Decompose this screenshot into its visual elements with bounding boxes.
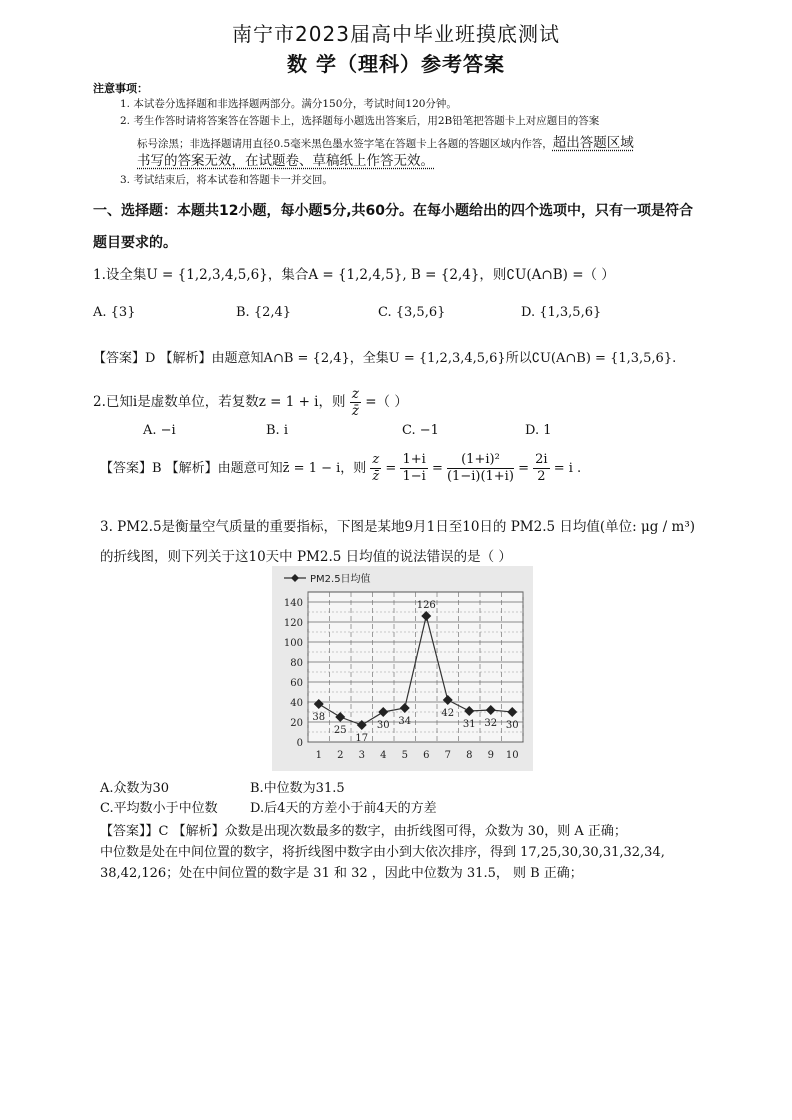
y-tick-label: 80 xyxy=(290,658,303,669)
note-item-2-emph2: 书写的答案无效，在试题卷、草稿纸上作答无效。 xyxy=(137,153,434,169)
q2-ans-f3-den: (1−i)(1+i) xyxy=(446,469,514,484)
y-tick-label: 20 xyxy=(290,718,303,729)
q1-option-c: C. {3,5,6} xyxy=(378,305,446,320)
q2-ans-f1-den: z̄ xyxy=(372,469,380,484)
note-item-3: 3. 考试结束后，将本试卷和答题卡一并交回。 xyxy=(120,174,333,186)
q2-ans-frac-4 xyxy=(533,452,549,485)
note-item-2: 2. 考生作答时请将答案答在答题卡上，选择题每小题选出答案后，用2B铅笔把答题卡上对应题目的答案 xyxy=(120,115,600,127)
q3-option-c: C.平均数小于中位数 xyxy=(100,801,218,816)
x-tick-label: 7 xyxy=(444,750,451,761)
x-tick-label: 10 xyxy=(505,750,519,761)
section-heading-cont: 题目要求的。 xyxy=(93,235,177,251)
x-tick-label: 5 xyxy=(401,750,408,761)
note-item-2-cont xyxy=(137,131,634,151)
pm25-chart xyxy=(272,566,533,771)
page-subtitle: 数 学（理科）参考答案 xyxy=(287,52,505,76)
note-item-2-text: 标号涂黑；非选择题请用直径0.5毫米黑色墨水签字笔在答题卡上各题的答题区域内作答， xyxy=(137,138,553,150)
q1-option-b: B. {2,4} xyxy=(236,305,292,320)
x-tick-label: 9 xyxy=(487,750,494,761)
data-label: 17 xyxy=(355,733,369,744)
q3-stem-line1: 3. PM2.5是衡量空气质量的重要指标，下图是某地9月1日至10日的 PM2.5 日均值(单位: μg / m³) xyxy=(100,519,695,535)
q2-option-b: B. i xyxy=(266,423,288,438)
q2-answer-pre: 【答案】B 【解析】由题意可知z̄ = 1 − i，则 xyxy=(100,461,367,476)
q2-ans-frac-1 xyxy=(370,452,381,485)
data-label: 25 xyxy=(333,725,347,736)
q2-stem xyxy=(93,386,408,419)
data-label: 34 xyxy=(398,716,412,727)
x-tick-label: 4 xyxy=(380,750,387,761)
q3-option-d: D.后4天的方差小于前4天的方差 xyxy=(250,801,437,816)
data-label: 31 xyxy=(462,719,476,730)
q2-ans-f4-num: 2i xyxy=(535,452,548,467)
page-title: 南宁市2023届高中毕业班摸底测试 xyxy=(232,22,560,46)
q2-frac-den: z̄ xyxy=(351,403,359,419)
q2-ans-frac-3 xyxy=(447,452,514,485)
q2-eq-1: = xyxy=(385,461,397,476)
q1-stem: 1.设全集U = {1,2,3,4,5,6}，集合A = {1,2,4,5}, B = {2,4}，则∁U(A∩B) =（ ） xyxy=(93,267,615,283)
q2-ans-f3-num: (1+i)² xyxy=(447,452,514,469)
q2-option-d: D. 1 xyxy=(525,423,552,438)
q3-answer-line3: 38,42,126；处在中间位置的数字是 31 和 32 ，因此中位数为 31.5， 则 B 正确； xyxy=(100,866,583,881)
q3-answer-line1: 【答案】】C 【解析】众数是出现次数最多的数字，由折线图可得，众数为 30，则 A 正确； xyxy=(100,824,627,839)
q3-option-b: B.中位数为31.5 xyxy=(250,781,345,796)
note-item-1: 1. 本试卷分选择题和非选择题两部分。满分150分，考试时间120分钟。 xyxy=(120,98,457,110)
q1-option-a: A. {3} xyxy=(93,305,136,320)
q2-option-c: C. −1 xyxy=(402,423,439,438)
y-tick-label: 120 xyxy=(283,618,303,629)
x-tick-label: 2 xyxy=(337,750,344,761)
q2-ans-f2-num: 1+i xyxy=(402,452,426,467)
q2-stem-pre: 2.已知i是虚数单位，若复数z = 1 + i，则 xyxy=(93,394,346,410)
x-tick-label: 6 xyxy=(423,750,430,761)
data-label: 126 xyxy=(416,600,436,611)
q2-ans-f1-num: z xyxy=(372,452,380,467)
y-tick-label: 0 xyxy=(296,738,303,749)
pm25-line-chart xyxy=(272,566,533,771)
q2-frac-num: z xyxy=(351,386,359,402)
q2-answer-post: = i . xyxy=(553,461,582,476)
y-tick-label: 40 xyxy=(290,698,303,709)
y-tick-label: 60 xyxy=(290,678,303,689)
data-label: 32 xyxy=(484,718,498,729)
q2-ans-frac-2 xyxy=(400,452,427,485)
y-tick-label: 100 xyxy=(283,638,303,649)
q2-eq-3: = xyxy=(518,461,529,476)
q3-answer-line2: 中位数是处在中间位置的数字，将折线图中数字由小到大依次排序，得到 17,25,30,30,31,32,34, xyxy=(100,845,665,860)
notes-heading: 注意事项： xyxy=(93,82,148,95)
x-tick-label: 1 xyxy=(315,750,322,761)
q2-ans-f4-den: 2 xyxy=(537,469,546,484)
q2-ans-f2-den: 1−i xyxy=(402,469,426,484)
section-heading: 一、选择题：本题共12小题，每小题5分,共60分。在每小题给出的四个选项中，只有一项是符合 xyxy=(93,203,694,219)
q2-answer xyxy=(100,452,581,485)
legend-label: PM2.5日均值 xyxy=(310,574,371,585)
data-label: 42 xyxy=(441,708,455,719)
data-label: 30 xyxy=(376,720,390,731)
data-label: 38 xyxy=(312,712,326,723)
q2-eq-2: = xyxy=(431,461,443,476)
q3-stem-line2: 的折线图，则下列关于这10天中 PM2.5 日均值的说法错误的是（ ） xyxy=(100,549,512,565)
q2-fraction xyxy=(350,386,361,419)
y-tick-label: 140 xyxy=(283,598,303,609)
q2-option-a: A. −i xyxy=(143,423,176,438)
note-item-2-emph: 超出答题区域 xyxy=(552,135,634,151)
q1-option-d: D. {1,3,5,6} xyxy=(521,305,602,320)
x-tick-label: 8 xyxy=(466,750,473,761)
q1-answer: 【答案】D 【解析】由题意知A∩B = {2,4}，全集U = {1,2,3,4,5,6}所以∁U(A∩B) = {1,3,5,6}. xyxy=(93,351,677,366)
legend-marker xyxy=(291,574,299,582)
q3-option-a: A.众数为30 xyxy=(100,781,170,796)
data-label: 30 xyxy=(505,720,519,731)
q2-stem-post: =（ ） xyxy=(365,394,408,410)
x-tick-label: 3 xyxy=(358,750,365,761)
